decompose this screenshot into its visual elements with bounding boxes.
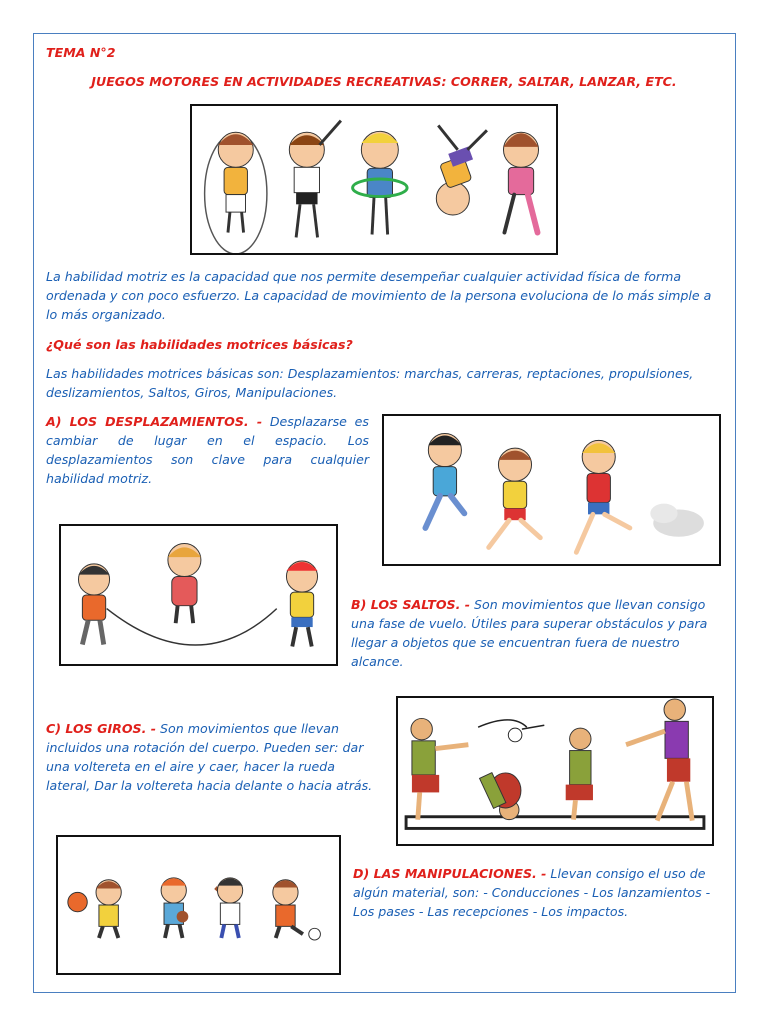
section-b-text: Son movimientos que llevan consigo una fase de vuelo. Útiles para superar obstáculos y para llegar a objetos que se encuentran fuera de nuestro alcance. — [351, 597, 708, 669]
topic-number: TEMA N°2 — [46, 45, 116, 60]
kids-manipulation-illustration — [58, 837, 339, 973]
kids-exercising-illustration — [192, 106, 556, 253]
section-saltos — [351, 595, 721, 671]
forward-roll-illustration — [398, 698, 712, 844]
kids-jump-rope-image — [59, 524, 338, 666]
kids-jump-rope-illustration — [61, 526, 336, 664]
forward-roll-image — [396, 696, 714, 846]
section-a-heading: A) LOS DESPLAZAMIENTOS. - — [46, 414, 263, 429]
section-desplazamientos — [46, 412, 369, 488]
kids-manipulation-image — [56, 835, 341, 975]
section-d-text: Llevan consigo el uso de algún material, son: - Conducciones - Los lanzamientos - Los pases - Las recepciones - Los impactos. — [353, 866, 711, 919]
section-c-text: Son movimientos que llevan incluidos una rotación del cuerpo. Pueden ser: dar una voltereta en el aire y caer, hacer la rueda lateral, Dar la voltereta hacia delante o hacia atrás. — [46, 721, 373, 793]
kids-exercising-image — [190, 104, 558, 255]
section-d-heading: D) LAS MANIPULACIONES. - — [353, 866, 547, 881]
section-a-text: Desplazarse es cambiar de lugar en el espacio. Los desplazamientos son clave para cualquier habilidad motriz. — [46, 414, 369, 486]
section-c-heading: C) LOS GIROS. - — [46, 721, 157, 736]
section-giros — [46, 719, 376, 795]
kids-running-illustration — [384, 416, 719, 564]
document-title: JUEGOS MOTORES EN ACTIVIDADES RECREATIVAS: CORRER, SALTAR, LANZAR, ETC. — [91, 74, 677, 89]
section-b-heading: B) LOS SALTOS. - — [351, 597, 470, 612]
answer-paragraph: Las habilidades motrices básicas son: Desplazamientos: marchas, carreras, reptaciones, propulsiones, deslizamientos, Saltos, Giros, Manipulaciones. — [46, 366, 694, 400]
section-manipulaciones — [353, 864, 723, 921]
question-heading: ¿Qué son las habilidades motrices básicas? — [46, 337, 353, 352]
kids-running-image — [382, 414, 721, 566]
intro-paragraph: La habilidad motriz es la capacidad que nos permite desempeñar cualquier actividad física de forma ordenada y con poco esfuerzo. La capacidad de movimiento de la persona evoluciona de lo más simple a lo más organizado. — [46, 269, 712, 322]
